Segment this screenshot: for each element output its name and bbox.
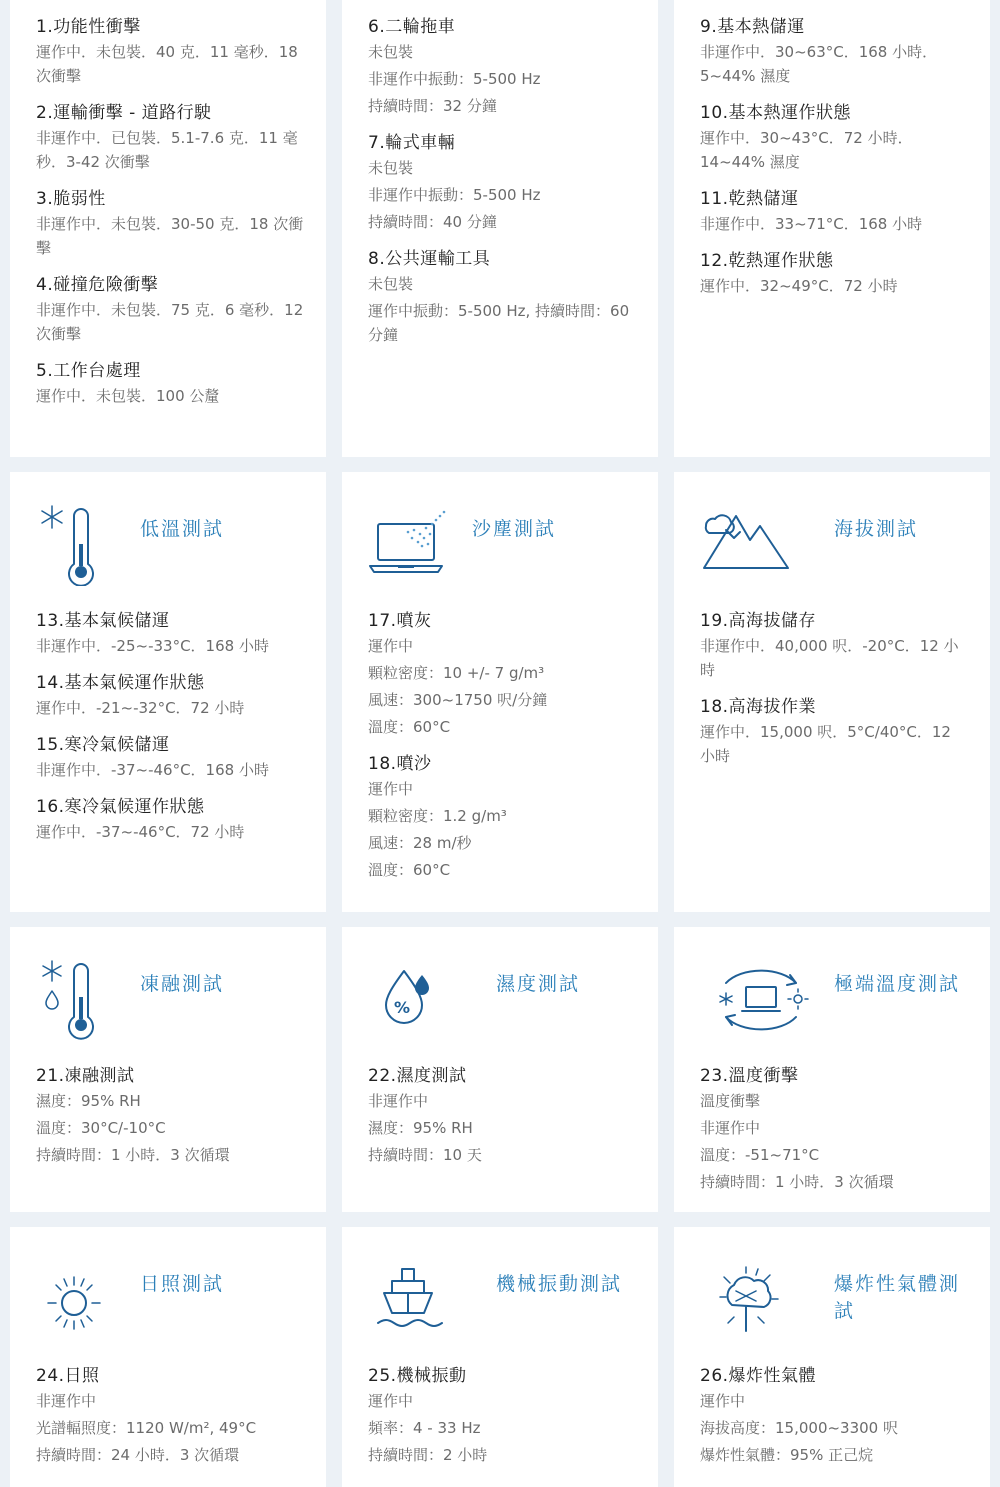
test-item-detail: 持續時間：1 小時．3 次循環 — [700, 1173, 894, 1191]
section-title: 極端溫度測試 — [834, 973, 961, 995]
test-item-detail: 非運作中 — [368, 1092, 429, 1110]
test-item-title: 13.基本氣候儲運 — [36, 611, 170, 631]
explosion-icon — [696, 1241, 796, 1341]
card-heat-tests — [674, 0, 990, 457]
test-item — [36, 14, 304, 88]
section-header — [696, 486, 968, 596]
test-item-title: 11.乾熱儲運 — [700, 189, 799, 209]
test-item-detail: 運作中振動：5-500 Hz, 持續時間：60 分鐘 — [368, 302, 630, 344]
test-item-detail: 溫度：60°C — [368, 718, 451, 736]
test-item-detail: 非運作中．30~63°C．168 小時．5~44% 濕度 — [700, 43, 938, 85]
card-explosive-gas — [674, 1227, 990, 1487]
test-item-detail: 持續時間：10 天 — [368, 1146, 482, 1164]
test-item-detail: 運作中．-21~-32°C．72 小時 — [36, 699, 245, 717]
humidity-icon — [364, 941, 464, 1041]
section-header — [32, 941, 304, 1051]
test-item-detail: 顆粒密度：1.2 g/m³ — [368, 807, 507, 825]
test-item-detail: 運作中．32~49°C．72 小時 — [700, 277, 898, 295]
test-item-title: 26.爆炸性氣體 — [700, 1366, 817, 1386]
section-title: 低溫測試 — [140, 518, 225, 540]
section-title: 爆炸性氣體測試 — [834, 1273, 961, 1322]
test-item — [36, 358, 304, 408]
test-item-detail: 持續時間：2 小時 — [368, 1446, 488, 1464]
ship-icon — [364, 1241, 464, 1341]
section-header — [32, 1241, 304, 1351]
test-item-title: 17.噴灰 — [368, 611, 432, 631]
test-item-detail: 非運作中．40,000 呎．-20°C．12 小時 — [700, 637, 959, 679]
test-item-detail: 運作中．30~43°C．72 小時．14~44% 濕度 — [700, 129, 913, 171]
test-item — [36, 100, 304, 174]
test-item-title: 24.日照 — [36, 1366, 100, 1386]
test-item-detail: 運作中 — [368, 1392, 414, 1410]
test-item-title: 25.機械振動 — [368, 1366, 467, 1386]
test-item-detail: 運作中．未包裝．40 克．11 毫秒．18 次衝擊 — [36, 43, 298, 85]
test-item — [36, 670, 304, 720]
test-item-detail: 運作中．-37~-46°C．72 小時 — [36, 823, 245, 841]
thermometer-snowflake-icon — [32, 486, 132, 586]
test-item-title: 7.輪式車輛 — [368, 133, 456, 153]
test-item-detail: 非運作中．-37~-46°C．168 小時 — [36, 761, 269, 779]
test-item-title: 9.基本熱儲運 — [700, 17, 805, 37]
test-item — [700, 1063, 968, 1194]
section-title: 海拔測試 — [834, 518, 919, 540]
test-item — [700, 608, 968, 682]
test-item — [700, 1363, 968, 1467]
test-item-detail: 運作中．未包裝．100 公釐 — [36, 387, 220, 405]
section-title: 沙塵測試 — [472, 518, 557, 540]
test-item-detail: 溫度：60°C — [368, 861, 451, 879]
card-shock-tests — [10, 0, 326, 457]
test-item-detail: 未包裝 — [368, 43, 414, 61]
test-item — [368, 130, 636, 234]
test-item-detail: 運作中 — [700, 1392, 746, 1410]
test-item-detail: 非運作中振動：5-500 Hz — [368, 186, 541, 204]
test-item-detail: 風速：300~1750 呎/分鐘 — [368, 691, 548, 709]
test-item — [36, 272, 304, 346]
test-item-detail: 溫度：-51~71°C — [700, 1146, 820, 1164]
test-item-detail: 海拔高度：15,000~3300 呎 — [700, 1419, 898, 1437]
card-extreme-temp — [674, 927, 990, 1212]
test-item — [700, 14, 968, 88]
section-header — [696, 1241, 968, 1351]
test-item-title: 4.碰撞危險衝擊 — [36, 275, 159, 295]
test-item — [368, 1363, 636, 1467]
section-title: 日照測試 — [140, 1273, 225, 1295]
test-item-detail: 溫度：30°C/-10°C — [36, 1119, 166, 1137]
card-altitude — [674, 472, 990, 912]
test-item-detail: 未包裝 — [368, 159, 414, 177]
test-item — [368, 246, 636, 347]
svg-text:%: % — [394, 998, 411, 1017]
test-item-detail: 非運作中 — [36, 1392, 97, 1410]
test-item-detail: 濕度：95% RH — [36, 1092, 141, 1110]
test-item-detail: 非運作中．33~71°C．168 小時 — [700, 215, 923, 233]
card-low-temp — [10, 472, 326, 912]
test-item-detail: 持續時間：40 分鐘 — [368, 213, 497, 231]
test-item-detail: 爆炸性氣體：95% 正己烷 — [700, 1446, 874, 1464]
test-item-detail: 非運作中．-25~-33°C．168 小時 — [36, 637, 269, 655]
test-item-title: 19.高海拔儲存 — [700, 611, 817, 631]
card-vibration-transport — [342, 0, 658, 457]
test-item-detail: 頻率：4 - 33 Hz — [368, 1419, 481, 1437]
test-item — [36, 732, 304, 782]
test-item-detail: 溫度衝擊 — [700, 1092, 761, 1110]
section-header — [364, 941, 636, 1051]
test-item-title: 18.噴沙 — [368, 754, 432, 774]
test-item-title: 18.高海拔作業 — [700, 697, 817, 717]
test-item-detail: 光譜輻照度：1120 W/m², 49°C — [36, 1419, 257, 1437]
test-item-detail: 風速：28 m/秒 — [368, 834, 472, 852]
test-item-title: 3.脆弱性 — [36, 189, 106, 209]
test-item-detail: 非運作中振動：5-500 Hz — [368, 70, 541, 88]
test-item-title: 8.公共運輸工具 — [368, 249, 491, 269]
test-item-detail: 濕度：95% RH — [368, 1119, 473, 1137]
test-item-detail: 運作中 — [368, 637, 414, 655]
test-item — [368, 14, 636, 118]
test-item-detail: 運作中．15,000 呎．5°C/40°C．12 小時 — [700, 723, 951, 765]
mountain-icon — [696, 486, 796, 586]
test-item-detail: 顆粒密度：10 +/- 7 g/m³ — [368, 664, 545, 682]
section-header — [32, 486, 304, 596]
test-item-detail: 非運作中．已包裝．5.1-7.6 克．11 毫秒．3-42 次衝擊 — [36, 129, 298, 171]
test-item-title: 5.工作台處理 — [36, 361, 141, 381]
test-item-detail: 運作中 — [368, 780, 414, 798]
test-item — [36, 186, 304, 260]
test-item-title: 22.濕度測試 — [368, 1066, 467, 1086]
test-item-title: 2.運輸衝擊 - 道路行駛 — [36, 103, 212, 123]
test-item-title: 23.溫度衝擊 — [700, 1066, 799, 1086]
test-item-title: 1.功能性衝擊 — [36, 17, 141, 37]
test-item — [36, 1363, 304, 1467]
test-item-title: 21.凍融測試 — [36, 1066, 135, 1086]
test-item-title: 16.寒冷氣候運作狀態 — [36, 797, 205, 817]
card-mechanical-vibration — [342, 1227, 658, 1487]
section-title: 濕度測試 — [496, 973, 581, 995]
test-item — [36, 1063, 304, 1167]
card-dust — [342, 472, 658, 912]
section-header — [696, 941, 968, 1051]
test-item — [36, 794, 304, 844]
sun-icon — [32, 1241, 132, 1341]
test-item — [36, 608, 304, 658]
card-freeze-thaw — [10, 927, 326, 1212]
laptop-dust-icon — [364, 486, 464, 586]
test-item-detail: 持續時間：24 小時．3 次循環 — [36, 1446, 240, 1464]
freeze-thaw-icon — [32, 941, 132, 1041]
test-item — [368, 751, 636, 882]
test-item-title: 12.乾熱運作狀態 — [700, 251, 834, 271]
test-item-title: 10.基本熱運作狀態 — [700, 103, 852, 123]
card-sunlight — [10, 1227, 326, 1487]
temperature-cycle-icon — [696, 941, 826, 1041]
test-item-detail: 非運作中．未包裝．30-50 克．18 次衝擊 — [36, 215, 304, 257]
test-item — [368, 608, 636, 739]
section-header — [364, 486, 636, 596]
section-title: 機械振動測試 — [496, 1273, 623, 1295]
card-humidity — [342, 927, 658, 1212]
section-title: 凍融測試 — [140, 973, 225, 995]
test-item — [700, 694, 968, 768]
test-item-detail: 持續時間：32 分鐘 — [368, 97, 497, 115]
test-item-title: 15.寒冷氣候儲運 — [36, 735, 170, 755]
test-item — [368, 1063, 636, 1167]
test-item-detail: 非運作中 — [700, 1119, 761, 1137]
test-item-title: 14.基本氣候運作狀態 — [36, 673, 205, 693]
test-item — [700, 186, 968, 236]
test-item-detail: 未包裝 — [368, 275, 414, 293]
test-item-title: 6.二輪拖車 — [368, 17, 456, 37]
test-item-detail: 持續時間：1 小時．3 次循環 — [36, 1146, 230, 1164]
test-item — [700, 248, 968, 298]
test-item-detail: 非運作中．未包裝．75 克．6 毫秒．12 次衝擊 — [36, 301, 304, 343]
section-header — [364, 1241, 636, 1351]
test-item — [700, 100, 968, 174]
